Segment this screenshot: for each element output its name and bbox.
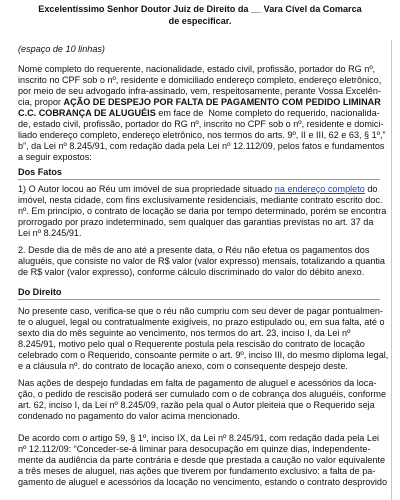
section-heading-facts: Dos Fatos [18, 167, 62, 177]
law-line: e a cláusula nº. do contrato de locação anexo, com o consequente despejo deste. [18, 361, 348, 371]
section-heading-law: Do Direito [18, 287, 62, 297]
facts-line [18, 184, 377, 195]
facts-line: 2. Desde dia de mês de ano até a presente data, o Réu não efetua os pagamentos dos [18, 245, 370, 255]
section-divider [18, 179, 380, 180]
law-line: celebrado com o Requerido, consoante permite o art. 9º, inciso III, do mesmo diploma legal, [18, 350, 389, 360]
address-link[interactable]: na endereço completo [274, 184, 365, 194]
law-line: mente da audiência da parte contrária e desde que prestada a caução no valor equivalente [18, 455, 386, 465]
law-line: 8.245/91, motivo pelo qual o Requerente postula pela rescisão do contrato de locação [18, 339, 365, 349]
facts-text: do [364, 184, 378, 194]
intro-line: a seguir expostos: [18, 152, 92, 162]
page-border [391, 40, 392, 500]
facts-line: aluguéis, que consiste no valor de R$ valor (valor expresso) mensais, totalizando a quantia [18, 256, 385, 266]
law-line: a três meses de aluguel, nas ações que tiverem por fundamento exclusivo: a falta de pa- [18, 466, 376, 476]
facts-line: nº. Em princípio, o contrato de locação se daria por tempo determinado, porém se encontra [18, 206, 387, 216]
intro-line: de, estado civil, profissão, portador do RG nº, inscrito no CPF sob o nº, residente e domici- [18, 119, 384, 129]
law-line: te o aluguel, legal ou contratualmente exigíveis, no prazo estipulado ou, em sua falta, até o [18, 317, 385, 327]
law-line: Nas ações de despejo fundadas em falta de pagamento de aluguel e acessórios da loca- [18, 378, 377, 388]
facts-line: de R$ valor (valor expresso), conforme cálculo discriminado do valor do débito anexo. [18, 267, 365, 277]
law-line: condenado no pagamento do valor acima mencionado. [18, 411, 240, 421]
law-line: gamento de aluguel e acessórios da locação no vencimento, estando o contrato desprovido [18, 477, 388, 487]
law-line: No presente caso, verifica-se que o réu não cumpriu com seu dever de pagar pontualmen- [18, 306, 383, 316]
intro-line: liado endereço completo, endereço eletrônico, nos termos do arts. 9º, II e III, 62 e 63, § 1º,” [18, 130, 386, 140]
section-divider [18, 299, 380, 300]
law-line: De acordo com o artigo 59, § 1º, inciso IX, da Lei nº 8.245/91, com redação dada pela Lei [18, 433, 380, 443]
law-line: ção, o pedido de rescisão poderá ser cumulado com o de cobrança dos aluguéis, conforme [18, 389, 387, 399]
intro-line [18, 108, 380, 119]
action-title: AÇÃO DE DESPEJO POR FALTA DE PAGAMENTO COM PEDIDO LIMINAR [63, 97, 381, 107]
intro-line [18, 97, 381, 108]
facts-text: 1) O Autor locou ao Réu um imóvel de sua propriedade situado [18, 184, 275, 194]
law-line: nº 12.112/09: “Conceder-se-á liminar para desocupação em quinze dias, independente- [18, 444, 371, 454]
intro-text: em face de Nome completo do requerido, nacionalida- [155, 108, 380, 118]
addressee-line-1: Excelentíssimo Senhor Doutor Juiz de Direito da __ Vara Cível da Comarca [38, 4, 362, 14]
law-line: sexto dia do mês seguinte ao vencimento, nos termos do art. 23, inciso I, da Lei nº [18, 328, 351, 338]
intro-text: cia, propor [18, 97, 64, 107]
intro-line: inscrito no CPF sob o nº, residente e domiciliado endereço completo, endereço eletrônico, [18, 75, 382, 85]
law-line: art. 62, inciso I, da Lei nº 8.245/09, razão pela qual o Autor pleiteia que o Requerido seja [18, 400, 375, 410]
intro-line: por meio de seu advogado infra-assinado, vem, respeitosamente, perante Vossa Excelên- [18, 86, 381, 96]
intro-line: Nome completo do requerente, nacionalidade, estado civil, profissão, portador do RG nº, [18, 64, 376, 74]
intro-line: b”, da Lei nº 8.245/91, com redação dada pela Lei nº 12.112/09, pelos fatos e fundamentos [18, 141, 385, 151]
facts-line: imóvel, nesta cidade, com fins exclusivamente residenciais, mediante contrato escrito doc. [18, 195, 383, 205]
facts-line: Lei nº 8.245/91. [18, 228, 82, 238]
addressee-line-2: de especificar. [168, 16, 232, 26]
facts-line: prorrogado por prazo indeterminado, sem qualquer das garantias previstas no art. 37 da [18, 217, 374, 227]
spacing-note: (espaço de 10 linhas) [18, 44, 105, 54]
action-title-cont: C.C. COBRANÇA DE ALUGUÉIS [18, 108, 156, 118]
